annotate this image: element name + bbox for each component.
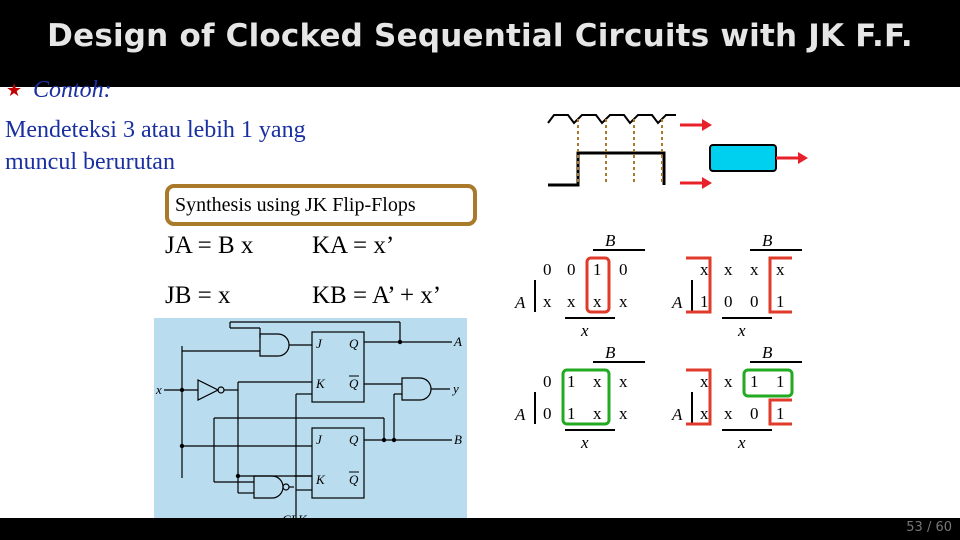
kmap-kb-cell: 0 — [750, 404, 759, 423]
kmap-ja-bottom-label: x — [581, 321, 589, 340]
slide-title: Design of Clocked Sequential Circuits with JK F.F. — [47, 18, 913, 54]
kmap-kb-cell: 1 — [776, 372, 785, 391]
kmap-ka-cell: 0 — [750, 292, 759, 311]
kmap-ka-cell: 1 — [700, 292, 709, 311]
kmap-jb-bottom-label: x — [581, 433, 589, 452]
kmap-ja-cell: x — [567, 292, 576, 311]
clock-waveform — [548, 115, 676, 123]
kmap-kb-cell: x — [700, 372, 709, 391]
kmap-ja-cell: 0 — [619, 260, 628, 279]
input-x-label: x — [156, 382, 162, 397]
inverter — [198, 380, 218, 400]
kmap-jb-cell: x — [619, 404, 628, 423]
example-label: Contoh: — [33, 77, 112, 103]
kmap-ka-group-left — [686, 258, 710, 312]
bottom-bar — [0, 518, 960, 540]
kmap-ka — [671, 231, 802, 340]
kmap-ka-cell: x — [724, 260, 733, 279]
ffa-j-pin: J — [316, 336, 322, 351]
equation-jb: JB = x — [165, 282, 231, 309]
kmap-ka-row-label: A — [672, 293, 683, 312]
synthesis-box: Synthesis using JK Flip-Flops — [165, 184, 477, 226]
kmap-ka-cell: x — [700, 260, 709, 279]
kmap-jb-cell: x — [619, 372, 628, 391]
kmap-jb-group — [563, 370, 609, 424]
kmap-ja-group — [587, 258, 609, 312]
kmap-jb-cell: 0 — [543, 372, 552, 391]
kmap-ja-cell: x — [619, 292, 628, 311]
kmap-kb-row-label: A — [672, 405, 683, 424]
equation-ka: KA = x’ — [312, 232, 395, 259]
output-b-label: B — [454, 432, 462, 447]
ffb-q-pin: Q — [349, 432, 359, 447]
kmap-jb-cell: x — [593, 372, 602, 391]
kmap-ja-cell: 1 — [593, 260, 602, 279]
example-description — [5, 114, 425, 178]
equation-kb: KB = A’ + x’ — [312, 282, 442, 309]
detector-block — [710, 145, 776, 171]
kmap-kb — [671, 343, 802, 452]
kmap-ja-cell: 0 — [567, 260, 576, 279]
and-gate-ja — [260, 334, 289, 356]
kmap-kb-cell: x — [724, 404, 733, 423]
ffa-qbar-pin: Q — [349, 376, 359, 391]
kmap-kb-group-right — [770, 400, 792, 424]
sequence-detector-sketch — [530, 105, 830, 190]
output-a-label: A — [454, 334, 462, 349]
kmap-kb-bottom-label: x — [738, 433, 746, 452]
description-line-1: Mendeteksi 3 atau lebih 1 yang — [5, 117, 306, 143]
kmap-kb-group-left — [686, 370, 710, 424]
star-icon: ★ — [6, 80, 23, 101]
kmap-jb-col-label: B — [605, 343, 616, 362]
ffa-q-pin: Q — [349, 336, 359, 351]
ffb-k-pin: K — [316, 472, 325, 487]
kmap-kb-group-green — [744, 370, 792, 396]
output-y-label: y — [453, 381, 459, 396]
kmap-jb-row-label: A — [515, 405, 526, 424]
and-gate-y — [402, 378, 431, 400]
kmap-ka-cell: x — [776, 260, 785, 279]
kmap-jb-cell: 1 — [567, 404, 576, 423]
kmap-ka-cell: 0 — [724, 292, 733, 311]
ffa-k-pin: K — [316, 376, 325, 391]
kmap-jb-cell: 0 — [543, 404, 552, 423]
kmap-ka-cell: 1 — [776, 292, 785, 311]
kmap-ja-cell: x — [593, 292, 602, 311]
kmap-ja-cell: x — [543, 292, 552, 311]
kmap-ja — [514, 231, 645, 340]
page-number: 53 / 60 — [906, 520, 952, 535]
kmap-jb — [514, 343, 645, 452]
kmap-ja-col-label: B — [605, 231, 616, 250]
description-line-2: muncul berurutan — [5, 149, 175, 175]
kmap-ka-cell: x — [750, 260, 759, 279]
equation-ja: JA = B x — [165, 232, 254, 259]
nand-gate-kb — [254, 476, 283, 498]
kmap-kb-col-label: B — [762, 343, 773, 362]
kmap-kb-cell: 1 — [776, 404, 785, 423]
kmap-kb-cell: x — [700, 404, 709, 423]
kmap-jb-cell: 1 — [567, 372, 576, 391]
ffb-qbar-pin: Q — [349, 472, 359, 487]
circuit-diagram — [154, 318, 467, 530]
kmap-ja-cell: 0 — [543, 260, 552, 279]
kmap-ja-row-label: A — [515, 293, 526, 312]
kmap-ka-group-right — [770, 258, 792, 312]
kmap-kb-cell: 1 — [750, 372, 759, 391]
kmap-ka-bottom-label: x — [738, 321, 746, 340]
ffb-j-pin: J — [316, 432, 322, 447]
kmap-jb-cell: x — [593, 404, 602, 423]
kmap-kb-cell: x — [724, 372, 733, 391]
kmap-ka-col-label: B — [762, 231, 773, 250]
